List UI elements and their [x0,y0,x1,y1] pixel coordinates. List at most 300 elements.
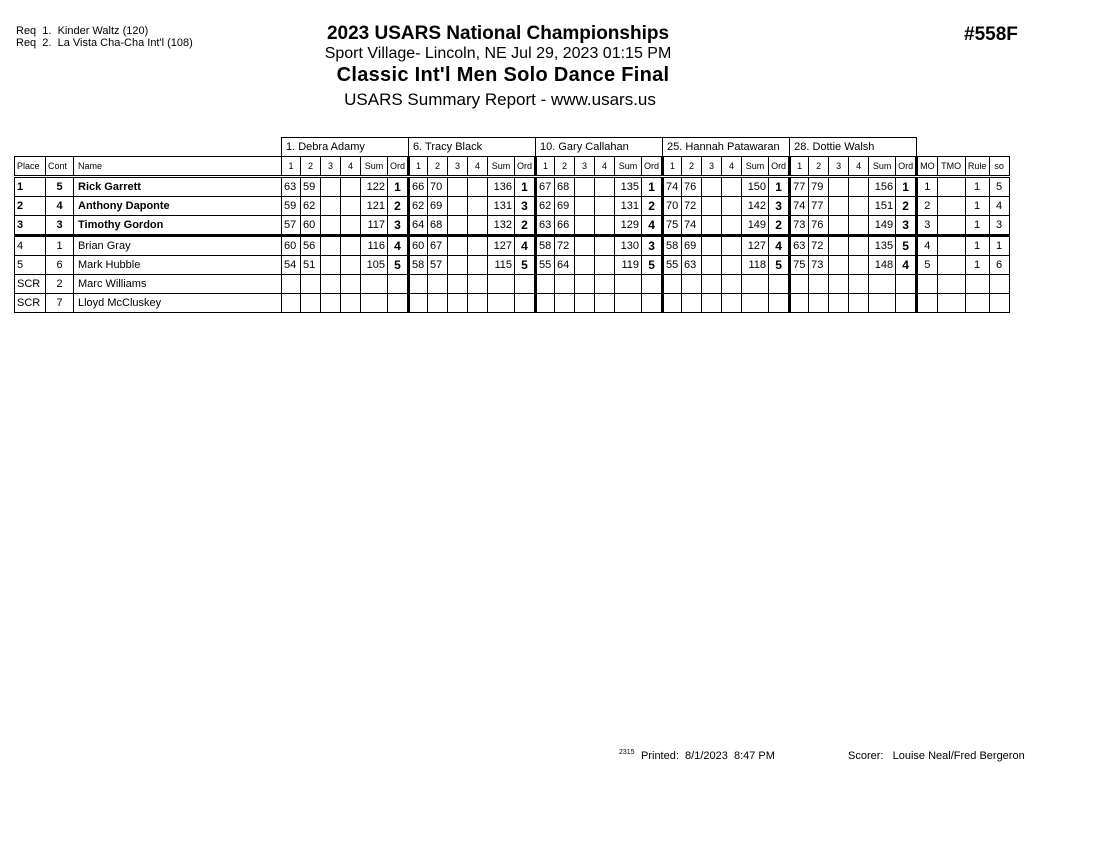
results-table [14,137,1010,313]
col-header-place: Place [15,157,46,177]
sum-cell: 149 [869,216,896,236]
sum-cell: 130 [615,236,642,256]
ordinal-cell: 3 [769,197,790,216]
score-cell: 77 [790,177,809,197]
skater-name: Brian Gray [74,236,282,256]
score-cell: 63 [282,177,301,197]
ordinal-cell [896,275,917,294]
so-cell [989,294,1009,313]
ordinal-cell: 5 [388,256,409,275]
score-cell [448,275,468,294]
score-cell [849,236,869,256]
col-header-score: 1 [409,157,428,177]
score-cell [448,197,468,216]
score-cell [829,294,849,313]
judge-name: 6. Tracy Black [409,138,536,157]
score-cell [702,177,722,197]
score-cell [663,294,682,313]
ordinal-cell: 2 [388,197,409,216]
score-cell [790,275,809,294]
score-cell: 58 [409,256,428,275]
score-cell [702,256,722,275]
mo-cell: 5 [917,256,938,275]
score-cell [341,177,361,197]
score-cell: 54 [282,256,301,275]
score-cell [829,216,849,236]
sum-cell: 149 [742,216,769,236]
col-header-score: 4 [722,157,742,177]
score-cell [702,294,722,313]
so-cell [989,275,1009,294]
score-cell: 59 [282,197,301,216]
sum-cell: 105 [361,256,388,275]
so-cell: 1 [989,236,1009,256]
sum-cell: 150 [742,177,769,197]
table-row [15,216,1010,236]
sum-cell [742,294,769,313]
ordinal-cell [388,275,409,294]
skater-name: Lloyd McCluskey [74,294,282,313]
score-cell [448,216,468,236]
col-header-tmo: TMO [937,157,965,177]
blank-cell [15,138,282,157]
score-cell [595,256,615,275]
score-cell: 62 [409,197,428,216]
skater-name: Mark Hubble [74,256,282,275]
judge-name: 10. Gary Callahan [536,138,663,157]
ordinal-cell: 2 [642,197,663,216]
place-cell: 1 [15,177,46,197]
score-cell [702,275,722,294]
ordinal-cell: 4 [515,236,536,256]
score-cell [722,294,742,313]
col-header-ord: Ord [388,157,409,177]
score-cell [702,197,722,216]
score-cell: 70 [428,177,448,197]
mo-cell [917,294,938,313]
score-cell: 68 [428,216,448,236]
ordinal-cell [515,294,536,313]
sum-cell: 132 [488,216,515,236]
col-header-ord: Ord [642,157,663,177]
table-row [15,256,1010,275]
score-cell [409,275,428,294]
sum-cell [488,294,515,313]
col-header-cont: Cont [46,157,74,177]
score-cell [682,294,702,313]
sum-cell [742,275,769,294]
score-cell: 60 [282,236,301,256]
contestant-number: 1 [46,236,74,256]
ordinal-cell: 5 [896,236,917,256]
ordinal-cell [642,294,663,313]
contestant-number: 4 [46,197,74,216]
ordinal-cell: 1 [642,177,663,197]
ordinal-cell: 4 [388,236,409,256]
mo-cell: 4 [917,236,938,256]
score-cell: 57 [428,256,448,275]
place-cell: 4 [15,236,46,256]
score-cell [829,197,849,216]
sum-cell [361,275,388,294]
mo-cell: 3 [917,216,938,236]
score-cell [321,256,341,275]
tmo-cell [937,294,965,313]
ordinal-cell [388,294,409,313]
table-row [15,197,1010,216]
report-name: USARS Summary Report - www.usars.us [344,90,656,109]
score-cell [448,177,468,197]
score-cell: 62 [301,197,321,216]
score-cell: 70 [663,197,682,216]
tmo-cell [937,216,965,236]
col-header-score: 2 [555,157,575,177]
score-cell [448,236,468,256]
score-cell: 64 [409,216,428,236]
score-cell [595,275,615,294]
score-cell [809,294,829,313]
col-header-score: 2 [682,157,702,177]
sum-cell: 122 [361,177,388,197]
skater-name: Marc Williams [74,275,282,294]
score-cell [321,275,341,294]
col-header-ord: Ord [896,157,917,177]
scorer-names: Scorer: Louise Neal/Fred Bergeron [848,750,1025,762]
score-cell: 75 [663,216,682,236]
sum-cell: 121 [361,197,388,216]
score-cell [301,275,321,294]
col-header-score: 2 [301,157,321,177]
score-cell [849,294,869,313]
sum-cell: 135 [615,177,642,197]
score-cell [722,197,742,216]
score-cell: 63 [682,256,702,275]
score-cell: 69 [555,197,575,216]
score-cell [341,197,361,216]
col-header-mo: MO [917,157,938,177]
col-header-score: 1 [282,157,301,177]
sum-cell [869,275,896,294]
contestant-number: 2 [46,275,74,294]
score-cell: 76 [682,177,702,197]
sum-cell: 131 [615,197,642,216]
sum-cell: 127 [742,236,769,256]
so-cell: 6 [989,256,1009,275]
score-cell: 67 [536,177,555,197]
score-cell [790,294,809,313]
score-cell [428,294,448,313]
blank-cell [917,138,1010,157]
sum-cell: 156 [869,177,896,197]
col-header-score: 3 [448,157,468,177]
ordinal-cell: 2 [896,197,917,216]
score-cell [595,236,615,256]
score-cell [428,275,448,294]
score-cell [341,256,361,275]
ordinal-cell [896,294,917,313]
score-cell: 58 [536,236,555,256]
rule-cell: 1 [965,216,989,236]
place-cell: 3 [15,216,46,236]
score-cell: 73 [790,216,809,236]
score-cell: 74 [663,177,682,197]
score-cell: 51 [301,256,321,275]
col-header-score: 1 [536,157,555,177]
ordinal-cell: 3 [896,216,917,236]
ordinal-cell: 5 [515,256,536,275]
score-cell: 66 [409,177,428,197]
score-cell: 75 [790,256,809,275]
score-cell [536,275,555,294]
score-cell [341,216,361,236]
ordinal-cell [769,275,790,294]
table-row [15,294,1010,313]
sum-cell: 142 [742,197,769,216]
score-cell [849,177,869,197]
score-cell [282,275,301,294]
table-row [15,236,1010,256]
score-cell [468,177,488,197]
sum-cell: 119 [615,256,642,275]
col-header-score: 2 [809,157,829,177]
score-cell [555,275,575,294]
score-cell [555,294,575,313]
sum-cell: 115 [488,256,515,275]
score-cell [448,294,468,313]
score-cell: 63 [536,216,555,236]
ordinal-cell: 3 [515,197,536,216]
tmo-cell [937,236,965,256]
score-cell: 56 [301,236,321,256]
mo-cell: 1 [917,177,938,197]
score-cell [468,197,488,216]
col-header-score: 4 [468,157,488,177]
judge-name: 25. Hannah Patawaran [663,138,790,157]
col-header-sum: Sum [742,157,769,177]
event-name: Classic Int'l Men Solo Dance Final [336,64,670,86]
score-cell: 63 [790,236,809,256]
score-cell [321,197,341,216]
score-cell: 68 [555,177,575,197]
rule-cell [965,275,989,294]
judge-name: 28. Dottie Walsh [790,138,917,157]
score-cell: 59 [301,177,321,197]
sum-cell [361,294,388,313]
score-cell [809,275,829,294]
score-cell [468,294,488,313]
score-cell [849,197,869,216]
col-header-score: 3 [575,157,595,177]
score-cell [321,177,341,197]
score-cell [282,294,301,313]
col-header-score: 4 [341,157,361,177]
score-cell [321,236,341,256]
col-header-score: 1 [663,157,682,177]
score-cell [321,216,341,236]
score-cell [409,294,428,313]
ordinal-cell: 4 [896,256,917,275]
score-cell [448,256,468,275]
score-cell [341,294,361,313]
score-cell [849,256,869,275]
score-cell [536,294,555,313]
score-cell: 67 [428,236,448,256]
ordinal-cell: 5 [642,256,663,275]
score-cell: 60 [409,236,428,256]
rule-cell: 1 [965,256,989,275]
rule-cell: 1 [965,197,989,216]
ordinal-cell: 1 [769,177,790,197]
sum-cell [488,275,515,294]
score-cell [722,256,742,275]
score-cell: 58 [663,236,682,256]
contestant-number: 7 [46,294,74,313]
ordinal-cell: 1 [515,177,536,197]
sum-cell [615,275,642,294]
rule-cell: 1 [965,177,989,197]
col-header-score: 3 [702,157,722,177]
col-header-sum: Sum [488,157,515,177]
score-cell [321,294,341,313]
col-header-name: Name [74,157,282,177]
score-cell [341,236,361,256]
col-header-sum: Sum [615,157,642,177]
score-cell: 76 [809,216,829,236]
sum-cell: 129 [615,216,642,236]
place-cell: 2 [15,197,46,216]
judge-name: 1. Debra Adamy [282,138,409,157]
score-cell: 77 [809,197,829,216]
event-code: #558F [964,24,1018,45]
score-cell: 69 [682,236,702,256]
score-cell: 69 [428,197,448,216]
col-header-score: 4 [595,157,615,177]
place-cell: SCR [15,294,46,313]
score-cell [722,177,742,197]
score-cell: 72 [809,236,829,256]
sum-cell: 131 [488,197,515,216]
score-cell [341,275,361,294]
score-cell [682,275,702,294]
sum-cell: 136 [488,177,515,197]
sum-cell: 118 [742,256,769,275]
report-title: 2023 USARS National Championships [326,23,670,44]
sum-cell: 127 [488,236,515,256]
ordinal-cell: 1 [896,177,917,197]
col-header-sum: Sum [869,157,896,177]
printed-timestamp: Printed: 8/1/2023 8:47 PM [641,750,775,762]
col-header-sum: Sum [361,157,388,177]
so-cell: 5 [989,177,1009,197]
score-cell [468,275,488,294]
score-cell [829,177,849,197]
skater-name: Rick Garrett [74,177,282,197]
score-cell: 64 [555,256,575,275]
col-header-ord: Ord [515,157,536,177]
sum-cell: 117 [361,216,388,236]
score-cell: 72 [555,236,575,256]
sum-cell [615,294,642,313]
place-cell: SCR [15,275,46,294]
tmo-cell [937,197,965,216]
score-cell: 72 [682,197,702,216]
ordinal-cell: 1 [388,177,409,197]
score-cell: 55 [663,256,682,275]
requirement-2: Req 2. La Vista Cha-Cha Int'l (108) [16,37,193,49]
col-header-so: so [989,157,1009,177]
score-cell [849,275,869,294]
score-cell: 62 [536,197,555,216]
sum-cell: 148 [869,256,896,275]
col-header-score: 3 [321,157,341,177]
mo-cell [917,275,938,294]
score-cell [829,275,849,294]
score-cell [575,236,595,256]
score-cell: 74 [682,216,702,236]
score-cell [702,236,722,256]
score-cell [575,197,595,216]
ordinal-cell: 3 [642,236,663,256]
score-cell [829,236,849,256]
so-cell: 3 [989,216,1009,236]
ordinal-cell: 2 [769,216,790,236]
ordinal-cell [642,275,663,294]
place-cell: 5 [15,256,46,275]
score-cell [663,275,682,294]
requirement-1: Req 1. Kinder Waltz (120) [16,25,149,37]
score-cell [722,275,742,294]
so-cell: 4 [989,197,1009,216]
col-header-score: 4 [849,157,869,177]
score-cell [575,294,595,313]
skater-name: Anthony Daponte [74,197,282,216]
col-header-score: 3 [829,157,849,177]
sum-cell: 151 [869,197,896,216]
score-cell: 79 [809,177,829,197]
score-cell: 73 [809,256,829,275]
ordinal-cell: 5 [769,256,790,275]
score-cell [849,216,869,236]
score-cell [575,256,595,275]
score-cell: 74 [790,197,809,216]
sum-cell: 135 [869,236,896,256]
score-cell [722,216,742,236]
score-cell [829,256,849,275]
score-cell [468,216,488,236]
score-cell [722,236,742,256]
contestant-number: 3 [46,216,74,236]
contestant-number: 6 [46,256,74,275]
tmo-cell [937,177,965,197]
score-cell: 55 [536,256,555,275]
skater-name: Timothy Gordon [74,216,282,236]
tmo-cell [937,256,965,275]
score-cell [468,256,488,275]
mo-cell: 2 [917,197,938,216]
ordinal-cell: 2 [515,216,536,236]
sum-cell: 116 [361,236,388,256]
table-row [15,177,1010,197]
score-cell [575,177,595,197]
score-cell [575,275,595,294]
tmo-cell [937,275,965,294]
venue-date: Sport Village- Lincoln, NE Jul 29, 2023 01:15 PM [324,45,672,62]
col-header-rule: Rule [965,157,989,177]
score-cell [595,197,615,216]
rule-cell [965,294,989,313]
col-header-score: 1 [790,157,809,177]
ordinal-cell [515,275,536,294]
